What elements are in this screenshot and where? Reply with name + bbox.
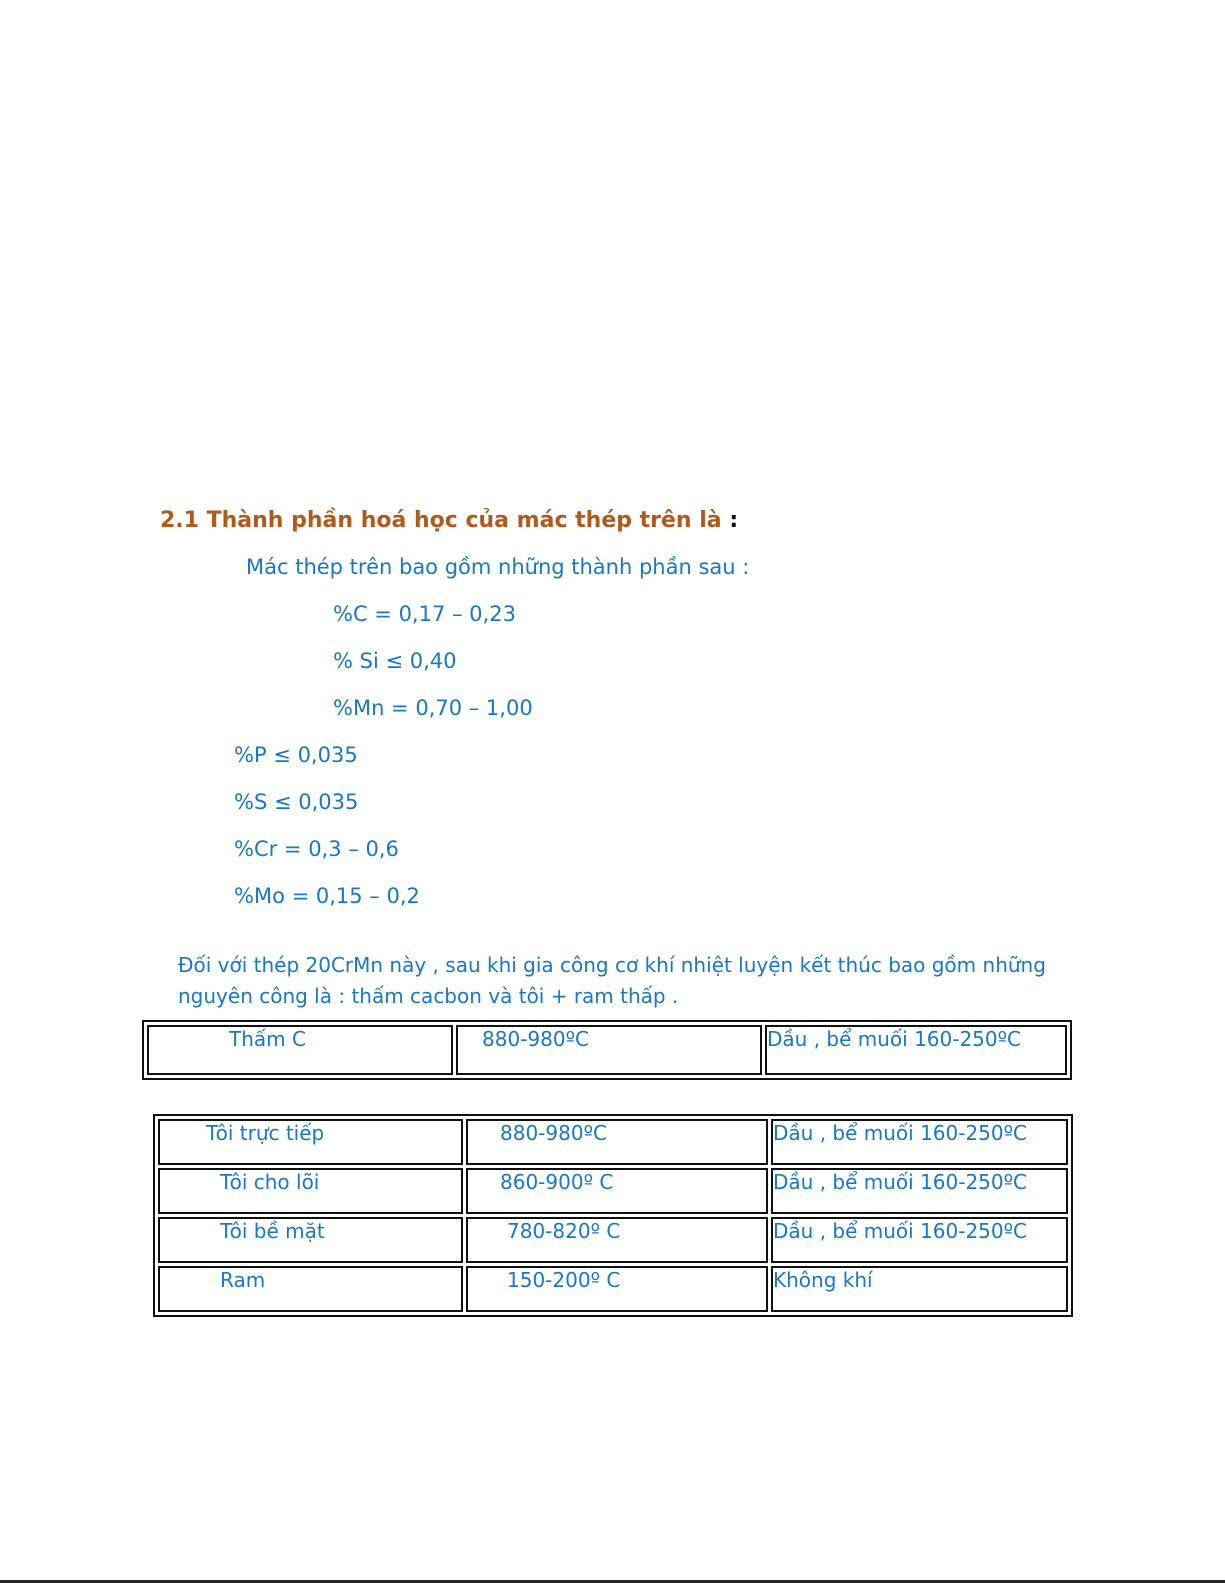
temperature-cell: 780-820º C bbox=[466, 1217, 768, 1263]
process-cell: Ram bbox=[158, 1266, 463, 1312]
page-bottom-rule bbox=[0, 1580, 1225, 1583]
temperature-cell: 150-200º C bbox=[466, 1266, 768, 1312]
intro-text: Mác thép trên bao gồm những thành phần sau : bbox=[246, 555, 750, 579]
section-heading bbox=[160, 508, 738, 533]
carburizing-table bbox=[142, 1020, 1072, 1080]
medium-cell: Dầu , bể muối 160-250ºC bbox=[771, 1168, 1068, 1214]
process-cell: Tôi bề mặt bbox=[158, 1217, 463, 1263]
temperature-cell: 880-980ºC bbox=[466, 1119, 768, 1165]
composition-si: % Si ≤ 0,40 bbox=[333, 649, 457, 673]
heading-colon: : bbox=[729, 508, 739, 533]
process-cell: Tôi trực tiếp bbox=[158, 1119, 463, 1165]
composition-c: %C = 0,17 – 0,23 bbox=[333, 602, 516, 626]
composition-mn: %Mn = 0,70 – 1,00 bbox=[333, 696, 533, 720]
heat-treatment-table bbox=[153, 1114, 1073, 1317]
medium-cell: Dầu , bể muối 160-250ºC bbox=[771, 1217, 1068, 1263]
composition-mo: %Mo = 0,15 – 0,2 bbox=[234, 884, 420, 908]
table-row bbox=[158, 1217, 1068, 1263]
composition-p: %P ≤ 0,035 bbox=[234, 743, 358, 767]
table-row bbox=[158, 1119, 1068, 1165]
medium-cell: Dầu , bể muối 160-250ºC bbox=[765, 1025, 1067, 1075]
medium-cell: Không khí bbox=[771, 1266, 1068, 1312]
table-row bbox=[158, 1168, 1068, 1214]
composition-s: %S ≤ 0,035 bbox=[234, 790, 359, 814]
process-cell: Thấm C bbox=[147, 1025, 453, 1075]
composition-cr: %Cr = 0,3 – 0,6 bbox=[234, 837, 399, 861]
process-cell: Tôi cho lõi bbox=[158, 1168, 463, 1214]
medium-cell: Dầu , bể muối 160-250ºC bbox=[771, 1119, 1068, 1165]
temperature-cell: 860-900º C bbox=[466, 1168, 768, 1214]
process-paragraph: Đối với thép 20CrMn này , sau khi gia công cơ khí nhiệt luyện kết thúc bao gồm những nguyên công là : thấm cacbon và tôi + ram thấp . bbox=[178, 953, 1046, 1008]
table-row bbox=[158, 1266, 1068, 1312]
table-row bbox=[147, 1025, 1067, 1075]
heading-text: 2.1 Thành phần hoá học của mác thép trên là bbox=[160, 508, 722, 533]
temperature-cell: 880-980ºC bbox=[456, 1025, 762, 1075]
